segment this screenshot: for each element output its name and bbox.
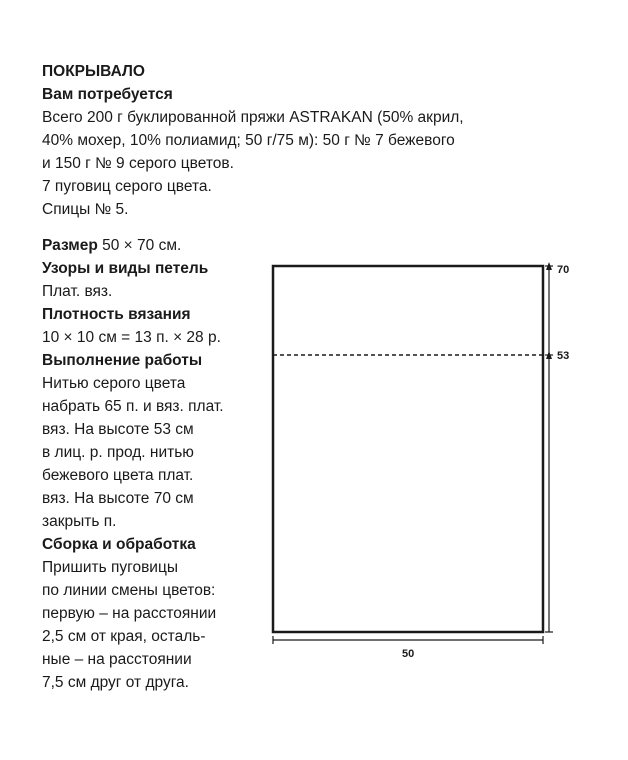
materials-line: 40% мохер, 10% полиамид; 50 г/75 м): 50 г № 7 бежевого <box>42 132 455 149</box>
assembly-line: по линии смены цветов: <box>42 582 216 599</box>
color-change-label: 53 <box>557 350 570 362</box>
patterns-heading: Узоры и виды петель <box>42 260 209 277</box>
materials-line: Всего 200 г буклированной пряжи ASTRAKAN (50% акрил, <box>42 109 464 126</box>
materials-line: Спицы № 5. <box>42 201 129 218</box>
instructions-line: Нитью серого цвета <box>42 375 186 392</box>
assembly-line: Пришить пуговицы <box>42 559 178 576</box>
materials-line: 7 пуговиц серого цвета. <box>42 178 212 195</box>
assembly-line: 7,5 см друг от друга. <box>42 674 189 691</box>
height-total-label: 70 <box>557 264 570 276</box>
instructions-line: набрать 65 п. и вяз. плат. <box>42 398 224 415</box>
size-label: Размер <box>42 237 98 254</box>
patterns-line: Плат. вяз. <box>42 283 113 300</box>
materials-line: и 150 г № 9 серого цветов. <box>42 155 234 172</box>
size-value: 50 × 70 см. <box>97 237 182 254</box>
assembly-line: первую – на расстоянии <box>42 605 217 622</box>
assembly-heading: Сборка и обработка <box>42 536 196 553</box>
instructions-line: вяз. На высоте 70 см <box>42 490 194 507</box>
materials-heading: Вам потребуется <box>42 86 173 103</box>
width-label: 50 <box>402 648 415 660</box>
assembly-line: 2,5 см от края, осталь- <box>42 628 206 645</box>
instructions-line: бежевого цвета плат. <box>42 467 194 484</box>
instructions-heading: Выполнение работы <box>42 352 203 369</box>
instructions-line: в лиц. р. прод. нитью <box>42 444 194 461</box>
gauge-heading: Плотность вязания <box>42 306 191 323</box>
gauge-line: 10 × 10 см = 13 п. × 28 р. <box>42 329 221 346</box>
assembly-line: ные – на расстоянии <box>42 651 192 668</box>
instructions-line: закрыть п. <box>42 513 117 530</box>
page-title: ПОКРЫВАЛО <box>42 63 145 80</box>
blanket-outline <box>273 266 543 632</box>
instructions-line: вяз. На высоте 53 см <box>42 421 194 438</box>
